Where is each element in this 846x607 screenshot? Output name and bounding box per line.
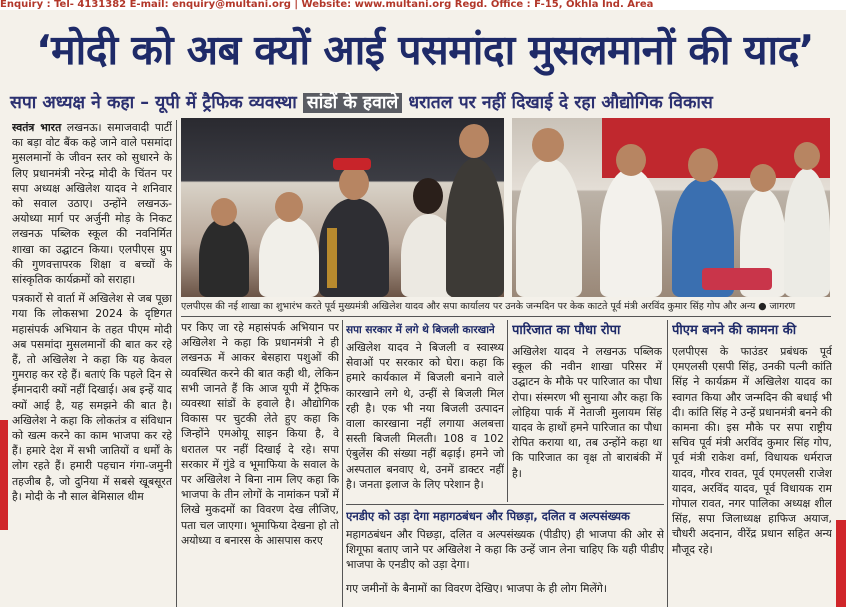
col1-para2: पत्रकारों से वार्ता में अखिलेश से जब पूछा गया कि लोकसभा 2024 के दृष्टिगत महासंपर्क अभियान के तहत पीएम मोदी अब पसमांदा मुसलमानों की बात कर रहे हैं, तो अखिलेश ने कहा कि यह केवल गुमराह कर रहे हैं। बताएं कि पहले दिन से ईमानदारी क्यों नहीं दिखाई। अब इन्हें याद क्यों आई है, यह समझने की बात है। अखिलेश ने कहा कि लोकतंत्र व संविधान को खत्म करने का काम भाजपा कर रहे हैं। हमारे देश में सभी जातियों व धर्मों के लोग रहते हैं। हमारी पहचान गंगा-जमुनी तहजीब है, जो दुनिया में सबसे खूबसूरत है। मोदी के नौ साल बेमिसाल थीम bbox=[12, 292, 172, 503]
event-photo-cake-cutting bbox=[512, 118, 830, 297]
byline: स्वतंत्र भारत bbox=[12, 121, 62, 134]
column-2 bbox=[181, 320, 339, 607]
birthday-cake bbox=[702, 268, 772, 290]
person-head bbox=[688, 148, 718, 182]
column-divider bbox=[507, 320, 508, 502]
col4-heading: पारिजात का पौधा रोपा bbox=[512, 323, 621, 338]
person-head bbox=[459, 124, 489, 158]
person-figure bbox=[516, 158, 582, 297]
col5-text: एलपीएस के फाउंडर प्रबंधक पूर्व एमएलसी एसपी सिंह, उनकी पत्नी कांति सिंह ने कार्यक्रम में अखिलेश यादव का स्वागत किया और जन्मदिन की बधाई भी दी। कांति सिंह ने उन्हें प्रधानमंत्री बनने की कामना की। इस मौके पर सपा राष्ट्रीय सचिव पूर्व मंत्री अरविंद कुमार सिंह गोप, पूर्व मंत्री राकेश वर्मा, विधायक धर्मराज यादव, गौरव रावत, पूर्व एमएलसी राजेश यादव, अरविंद यादव, पूर्व विधायक राम गोपाल रावत, नगर पालिका अध्यक्ष शील सिंह, सपा जिलाध्यक्ष हाफिज अयाज, चौधरी अदनान, वीरेंद्र प्रधान सहित अन्य मौजूद रहे। bbox=[672, 345, 832, 556]
nda-text: महागठबंधन और पिछड़ा, दलित व अल्पसंख्यक (पीडीए) ही भाजपा की ओर से शिगूफा बताए जाने पर अखिलेश ने कहा कि उन्हें जान लेना चाहिए कि यही पीडीए भाजपा के एनडीए को उड़ा देगा। bbox=[346, 528, 664, 572]
ceremonial-lamp bbox=[327, 228, 337, 288]
col5-heading: पीएम बनने की कामना की bbox=[672, 323, 797, 338]
red-cap bbox=[333, 158, 371, 170]
person-head bbox=[413, 178, 443, 214]
subhead-before: सपा अध्यक्ष ने कहा – यूपी में ट्रैफिक व्यवस्था bbox=[10, 93, 297, 113]
column-3 bbox=[346, 340, 504, 502]
person-head bbox=[339, 166, 369, 200]
col4-text: अखिलेश यादव ने लखनऊ पब्लिक स्कूल की नवीन शाखा परिसर में उद्घाटन के मौके पर पारिजात का पौधा रोपा। संस्मरण भी सुनाया और कहा कि लोहिया पार्क में नेताजी मुलायम सिंह यादव के हाथों हमने पारिजात का पौधा रोपित कराया था, तब उन्होंने कहा था कि पारिजात का वृक्ष तो बाराबंकी में है। bbox=[512, 345, 662, 480]
col2-text: पर किए जा रहे महासंपर्क अभियान पर अखिलेश ने कहा कि प्रधानमंत्री ने ही लखनऊ में आकर बेसहारा पशुओं की व्यवस्थित करने की बात कही थी, लेकिन सभी जानते हैं कि आज यूपी में ट्रैफिक व्यवस्था सांडों के हवाले है। औद्योगिक विकास पर चुटकी लेते हुए कहा कि जिन्होंने एमओयू साइन किया है, वे धरातल पर नहीं दिखाई दे रहे। सपा सरकार में गुंडे व भूमाफिया के सवाल के पर अखिलेश ने बिना नाम लिए कहा कि भाजपा के तीन लोगों के नामांकन पत्रों में लिखे मुकदमों का विवरण देख लीजिए, पता चल जाएगा। भूमाफिया देखना हो तो अयोध्या व बनारस के आसपास करए bbox=[181, 321, 339, 547]
subhead-highlight: सांडों के हवाले bbox=[303, 93, 402, 113]
column-divider bbox=[342, 320, 343, 607]
person-figure bbox=[784, 168, 830, 297]
person-figure bbox=[600, 168, 662, 297]
column-1 bbox=[12, 120, 172, 607]
left-edge-ad bbox=[0, 420, 8, 530]
photo-caption: एलपीएस की नई शाखा का शुभारंभ करते पूर्व मुख्यमंत्री अखिलेश यादव और सपा कार्यालय पर उनके जन्मदिन पर केक काटते पूर्व मंत्री अरविंद कुमार सिंह गोप और अन्य ● जागरण bbox=[181, 301, 796, 312]
column-4 bbox=[512, 344, 662, 502]
column-divider bbox=[667, 320, 668, 607]
col1-para1: लखनऊ। समाजवादी पार्टी का बड़ा वोट बैंक कहे जाने वाले पसमांदा मुसलमानों के जीवन स्तर को सुधारने के लिए प्रधानमंत्री नरेन्द्र मोदी के चिंतन पर सपा अध्यक्ष अखिलेश यादव ने शनिवार को सवाल उठाए। उन्होंने लखनऊ-अयोध्या मार्ग पर अर्जुनी मोड़ के निकट लखनऊ पब्लिक स्कूल की नवनिर्मित शाखा का उद्घाटन किया। एलपीएस ग्रुप की गुणवत्तापरक शिक्षा व बच्चों के सांस्कृतिक कार्यक्रमों को सराहा। bbox=[12, 121, 172, 287]
subheadline bbox=[10, 88, 840, 118]
person-figure bbox=[446, 158, 504, 297]
right-edge-ad bbox=[836, 520, 846, 607]
person-head bbox=[794, 142, 820, 170]
section-rule bbox=[346, 504, 664, 505]
event-photo-inauguration bbox=[181, 118, 504, 297]
nda-heading: एनडीए को उड़ा देगा महागठबंधन और पिछड़ा, दलित व अल्पसंख्यक bbox=[346, 509, 630, 523]
person-head bbox=[616, 144, 646, 176]
person-figure bbox=[259, 216, 319, 297]
column-divider bbox=[176, 120, 177, 607]
column-5 bbox=[672, 344, 832, 607]
person-head bbox=[275, 192, 303, 222]
headline: ‘मोदी को अब क्यों आई पसमांदा मुसलमानों की याद’ bbox=[36, 26, 814, 74]
col3-text: अखिलेश यादव ने बिजली व स्वास्थ्य सेवाओं पर सरकार को घेरा। कहा कि हमारे कार्यकाल में बिजली बनाने वाले कारखाने लगे थे, उन्हीं से बिजली मिल रही है। एक भी नया बिजली उत्पादन वाला कारखाना नहीं लगाया अलबत्ता सस्ती बिजली मिलती। 108 व 102 एंबुलेंस की संख्या नहीं बढ़ाई। हमने जो अस्पताल बनवाए थे, उनमें डाक्टर नहीं है। जनता इलाज के लिए परेशान है। bbox=[346, 341, 504, 491]
person-head bbox=[211, 198, 237, 226]
caption-rule bbox=[181, 316, 831, 317]
person-figure bbox=[199, 218, 249, 297]
person-head bbox=[750, 164, 776, 192]
col3-heading: सपा सरकार में लगे थे बिजली कारखाने bbox=[346, 324, 495, 336]
subhead-after: धरातल पर नहीं दिखाई दे रहा औद्योगिक विकास bbox=[408, 93, 713, 113]
nda-text-2: गए जमीनों के बैनामों का विवरण देखिए। भाजपा के ही लोग मिलेंगे। bbox=[346, 581, 607, 595]
header-strip: Enquiry : Tel- 4131382 E-mail: enquiry@multani.org | Website: www.multani.org Regd. Office : F-15, Okhla Ind. Area bbox=[0, 0, 846, 10]
person-head bbox=[532, 128, 564, 162]
nda-section bbox=[346, 527, 664, 607]
